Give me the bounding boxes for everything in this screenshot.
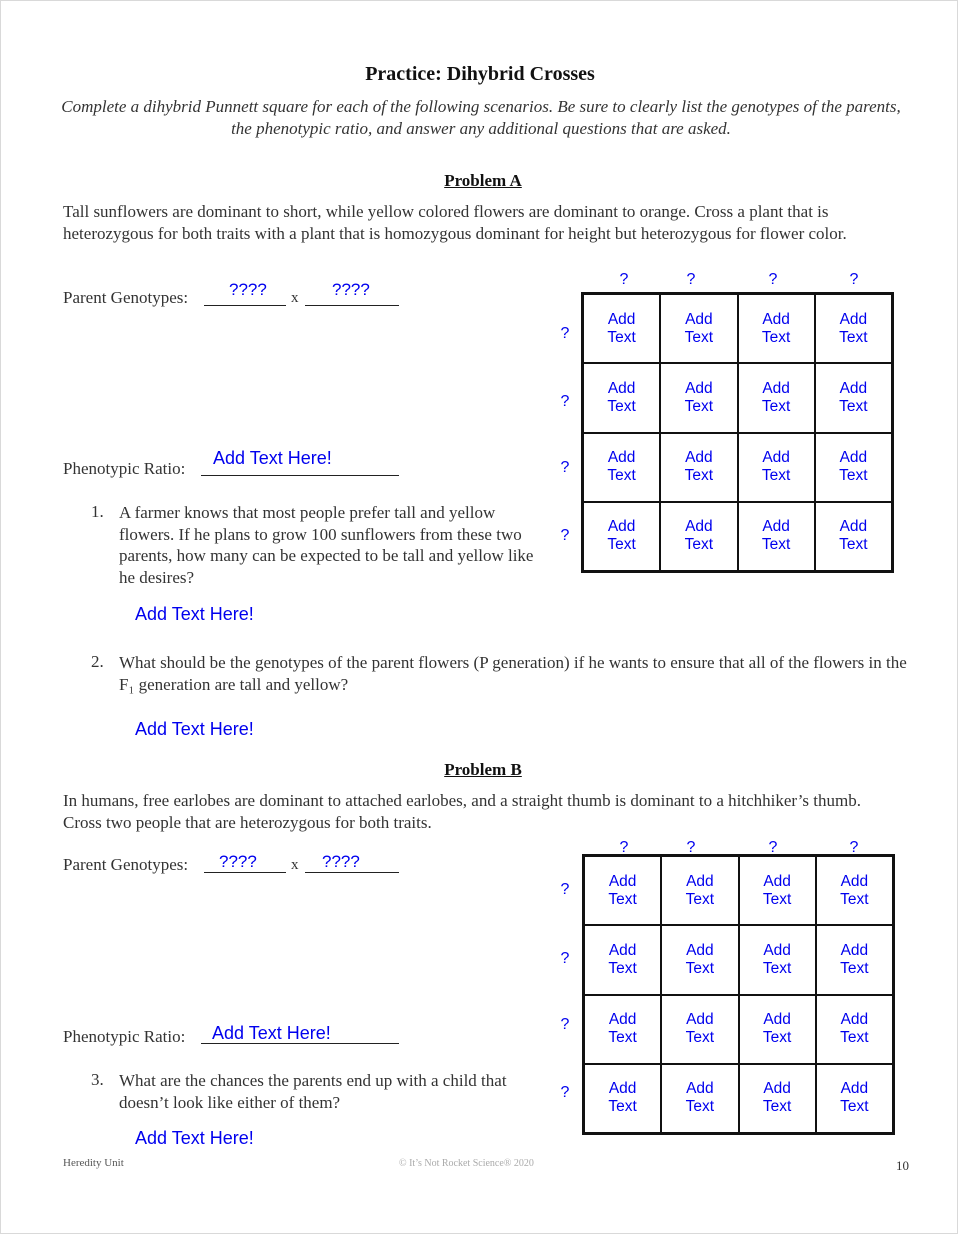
punnett-a-row-header-3[interactable]: ? bbox=[560, 459, 570, 476]
question-1-text: A farmer knows that most people prefer tall and yellow flowers. If he plans to grow 100 sunflowers from these two parents, how many can be expected to be tall and yellow like he desires? bbox=[119, 503, 534, 587]
question-3-text: What are the chances the parents end up with a child that doesn’t look like either of them? bbox=[119, 1071, 507, 1112]
punnett-b-cell[interactable]: Add Text bbox=[584, 1064, 661, 1133]
punnett-a-cell[interactable]: Add Text bbox=[815, 294, 892, 363]
footer-copyright: © It’s Not Rocket Science® 2020 bbox=[399, 1158, 534, 1169]
punnett-a-cell[interactable]: Add Text bbox=[660, 294, 737, 363]
footer-unit: Heredity Unit bbox=[63, 1157, 124, 1169]
punnett-b-cell[interactable]: Add Text bbox=[816, 1064, 893, 1133]
problem-b-heading: Problem B bbox=[444, 760, 522, 779]
problem-a-parent-label: Parent Genotypes: bbox=[63, 288, 189, 307]
punnett-a-col-header-3[interactable]: ? bbox=[768, 271, 778, 288]
punnett-b-cell[interactable]: Add Text bbox=[584, 925, 661, 994]
punnett-a-cell[interactable]: Add Text bbox=[738, 433, 815, 502]
punnett-b-col-header-3[interactable]: ? bbox=[768, 839, 778, 856]
punnett-a-cell[interactable]: Add Text bbox=[660, 433, 737, 502]
problem-a-parent2-input[interactable]: ???? bbox=[332, 280, 370, 299]
punnett-a-cell[interactable]: Add Text bbox=[815, 433, 892, 502]
punnett-b-cell[interactable]: Add Text bbox=[816, 995, 893, 1064]
punnett-b-cell[interactable]: Add Text bbox=[739, 925, 816, 994]
punnett-a-col-header-1[interactable]: ? bbox=[619, 271, 629, 288]
punnett-b-cell[interactable]: Add Text bbox=[584, 995, 661, 1064]
punnett-a-cell[interactable]: Add Text bbox=[738, 294, 815, 363]
punnett-b-row-header-1[interactable]: ? bbox=[560, 881, 570, 898]
problem-b-parent2-input[interactable]: ???? bbox=[322, 852, 360, 871]
instructions: Complete a dihybrid Punnett square for each of the following scenarios. Be sure to clearly list the genotypes of the parents, the phenotypic ratio, and answer any additional questions that are asked. bbox=[61, 97, 901, 138]
punnett-b-col-header-1[interactable]: ? bbox=[619, 839, 629, 856]
punnett-square-a bbox=[581, 292, 894, 573]
punnett-b-cell[interactable]: Add Text bbox=[584, 856, 661, 925]
punnett-a-row-header-4[interactable]: ? bbox=[560, 527, 570, 544]
punnett-b-cell[interactable]: Add Text bbox=[661, 856, 738, 925]
problem-b-description: In humans, free earlobes are dominant to attached earlobes, and a straight thumb is dominant to a hitchhiker’s thumb. Cross two people that are heterozygous for both traits. bbox=[63, 791, 861, 832]
problem-b-ratio-label: Phenotypic Ratio: bbox=[63, 1027, 186, 1046]
punnett-a-row-header-2[interactable]: ? bbox=[560, 393, 570, 410]
page-title: Practice: Dihybrid Crosses bbox=[365, 63, 595, 85]
problem-b-cross-x: x bbox=[291, 857, 299, 873]
punnett-a-cell[interactable]: Add Text bbox=[583, 502, 660, 571]
punnett-a-cell[interactable]: Add Text bbox=[660, 363, 737, 432]
punnett-b-cell[interactable]: Add Text bbox=[661, 995, 738, 1064]
problem-a-cross-x: x bbox=[291, 290, 299, 306]
problem-a-parent1-line bbox=[204, 305, 286, 306]
problem-a-ratio-line bbox=[201, 475, 399, 476]
problem-a-heading: Problem A bbox=[444, 171, 522, 190]
punnett-a-col-header-2[interactable]: ? bbox=[686, 271, 696, 288]
question-2-answer[interactable]: Add Text Here! bbox=[135, 719, 254, 739]
problem-b-parent1-line bbox=[204, 872, 286, 873]
punnett-b-col-header-4[interactable]: ? bbox=[849, 839, 859, 856]
problem-a-ratio-label: Phenotypic Ratio: bbox=[63, 459, 186, 478]
problem-b-parent2-line bbox=[305, 872, 399, 873]
punnett-a-cell[interactable]: Add Text bbox=[583, 363, 660, 432]
punnett-b-cell[interactable]: Add Text bbox=[816, 925, 893, 994]
punnett-b-cell[interactable]: Add Text bbox=[739, 856, 816, 925]
question-2-number: 2. bbox=[91, 652, 104, 671]
question-3-answer[interactable]: Add Text Here! bbox=[135, 1128, 254, 1148]
problem-b-parent-label: Parent Genotypes: bbox=[63, 855, 189, 874]
punnett-a-cell[interactable]: Add Text bbox=[660, 502, 737, 571]
punnett-b-row-header-3[interactable]: ? bbox=[560, 1016, 570, 1033]
punnett-a-cell[interactable]: Add Text bbox=[583, 433, 660, 502]
punnett-b-cell[interactable]: Add Text bbox=[661, 1064, 738, 1133]
punnett-a-col-header-4[interactable]: ? bbox=[849, 271, 859, 288]
punnett-square-b bbox=[582, 854, 895, 1135]
punnett-b-cell[interactable]: Add Text bbox=[816, 856, 893, 925]
problem-a-parent1-input[interactable]: ???? bbox=[229, 280, 267, 299]
problem-a-parent2-line bbox=[305, 305, 399, 306]
question-1-answer[interactable]: Add Text Here! bbox=[135, 604, 254, 624]
punnett-b-row-header-4[interactable]: ? bbox=[560, 1084, 570, 1101]
punnett-b-cell[interactable]: Add Text bbox=[739, 995, 816, 1064]
punnett-b-cell[interactable]: Add Text bbox=[661, 925, 738, 994]
problem-a-ratio-input[interactable]: Add Text Here! bbox=[213, 448, 332, 468]
punnett-a-cell[interactable]: Add Text bbox=[815, 363, 892, 432]
punnett-a-cell[interactable]: Add Text bbox=[738, 363, 815, 432]
punnett-b-cell[interactable]: Add Text bbox=[739, 1064, 816, 1133]
question-2-text: What should be the genotypes of the parent flowers (P generation) if he wants to ensure that all of the flowers in the F₁ generation are tall and yellow? bbox=[119, 653, 907, 694]
problem-b-parent1-input[interactable]: ???? bbox=[219, 852, 257, 871]
punnett-b-col-header-2[interactable]: ? bbox=[686, 839, 696, 856]
question-1-number: 1. bbox=[91, 502, 104, 521]
punnett-a-cell[interactable]: Add Text bbox=[583, 294, 660, 363]
punnett-a-row-header-1[interactable]: ? bbox=[560, 325, 570, 342]
problem-b-ratio-input[interactable]: Add Text Here! bbox=[212, 1023, 331, 1043]
punnett-b-row-header-2[interactable]: ? bbox=[560, 950, 570, 967]
page-number: 10 bbox=[896, 1158, 909, 1173]
punnett-a-cell[interactable]: Add Text bbox=[738, 502, 815, 571]
question-3-number: 3. bbox=[91, 1070, 104, 1089]
punnett-a-cell[interactable]: Add Text bbox=[815, 502, 892, 571]
problem-a-description: Tall sunflowers are dominant to short, while yellow colored flowers are dominant to orange. Cross a plant that is heterozygous for both traits with a plant that is homozygous dominant for height but heterozygous for flower color. bbox=[63, 202, 847, 243]
